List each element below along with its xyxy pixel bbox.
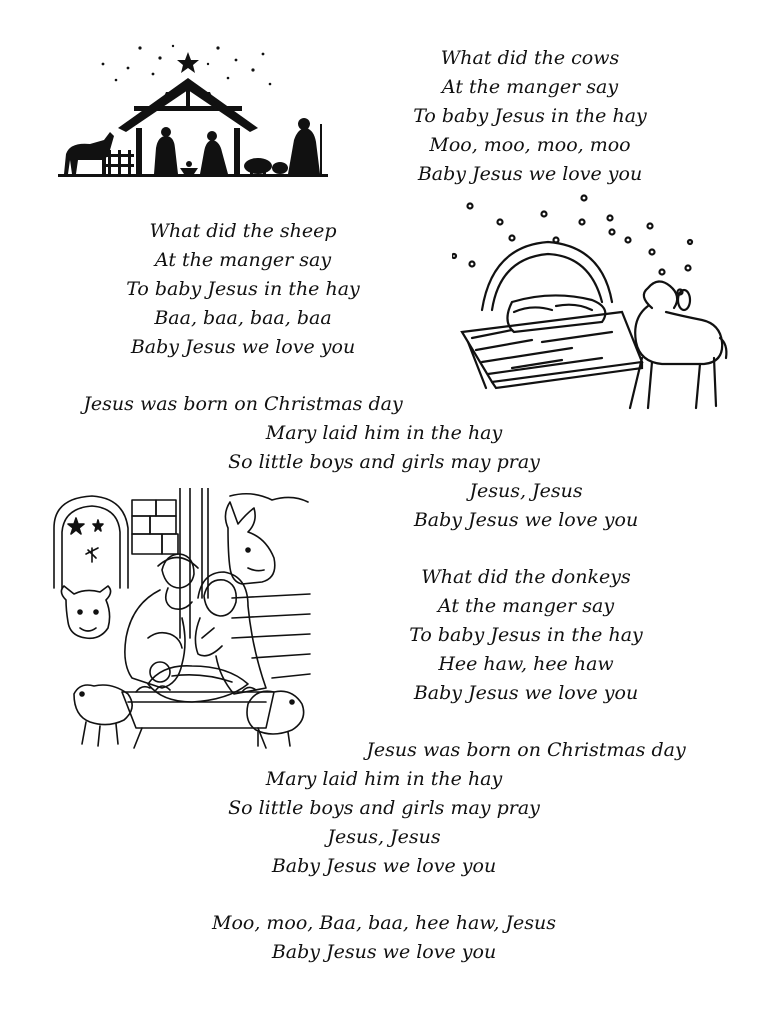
lyric-line: To baby Jesus in the hay [413, 105, 647, 127]
lyric-line: At the manger say [154, 249, 332, 271]
lyric-line: Baby Jesus we love you [130, 336, 356, 358]
lyric-line: Mary laid him in the hay [265, 422, 503, 444]
lyric-line: Baby Jesus we love you [413, 682, 639, 704]
lyric-line: Jesus was born on Christmas day [366, 739, 686, 761]
lyric-line: What did the donkeys [421, 566, 631, 588]
lyric-line: What did the cows [440, 47, 620, 69]
lyric-line: Baby Jesus we love you [271, 855, 497, 877]
lyric-line: Baby Jesus we love you [271, 941, 497, 963]
manger-lamb-icon [452, 192, 732, 418]
lyric-line: At the manger say [441, 76, 619, 98]
lyric-line: Baa, baa, baa, baa [154, 307, 332, 329]
lyric-line: What did the sheep [149, 220, 337, 242]
lyric-line: Jesus, Jesus [469, 480, 583, 502]
lyric-line: To baby Jesus in the hay [409, 624, 643, 646]
nativity-silhouette-icon [58, 40, 328, 180]
lyric-line: Jesus was born on Christmas day [83, 393, 403, 415]
lyric-line: Hee haw, hee haw [438, 653, 614, 675]
lyric-line: To baby Jesus in the hay [126, 278, 360, 300]
lyric-line: Jesus, Jesus [327, 826, 441, 848]
lyric-line: So little boys and girls may pray [228, 797, 540, 819]
lyric-line: Mary laid him in the hay [265, 768, 503, 790]
lyric-line: Moo, moo, Baa, baa, hee haw, Jesus [212, 912, 556, 934]
lyric-line: Baby Jesus we love you [413, 509, 639, 531]
lyric-line: So little boys and girls may pray [228, 451, 540, 473]
lyric-line: Moo, moo, moo, moo [429, 134, 631, 156]
lyric-line: Baby Jesus we love you [417, 163, 643, 185]
lyric-line: At the manger say [437, 595, 615, 617]
holy-family-icon [52, 488, 312, 750]
